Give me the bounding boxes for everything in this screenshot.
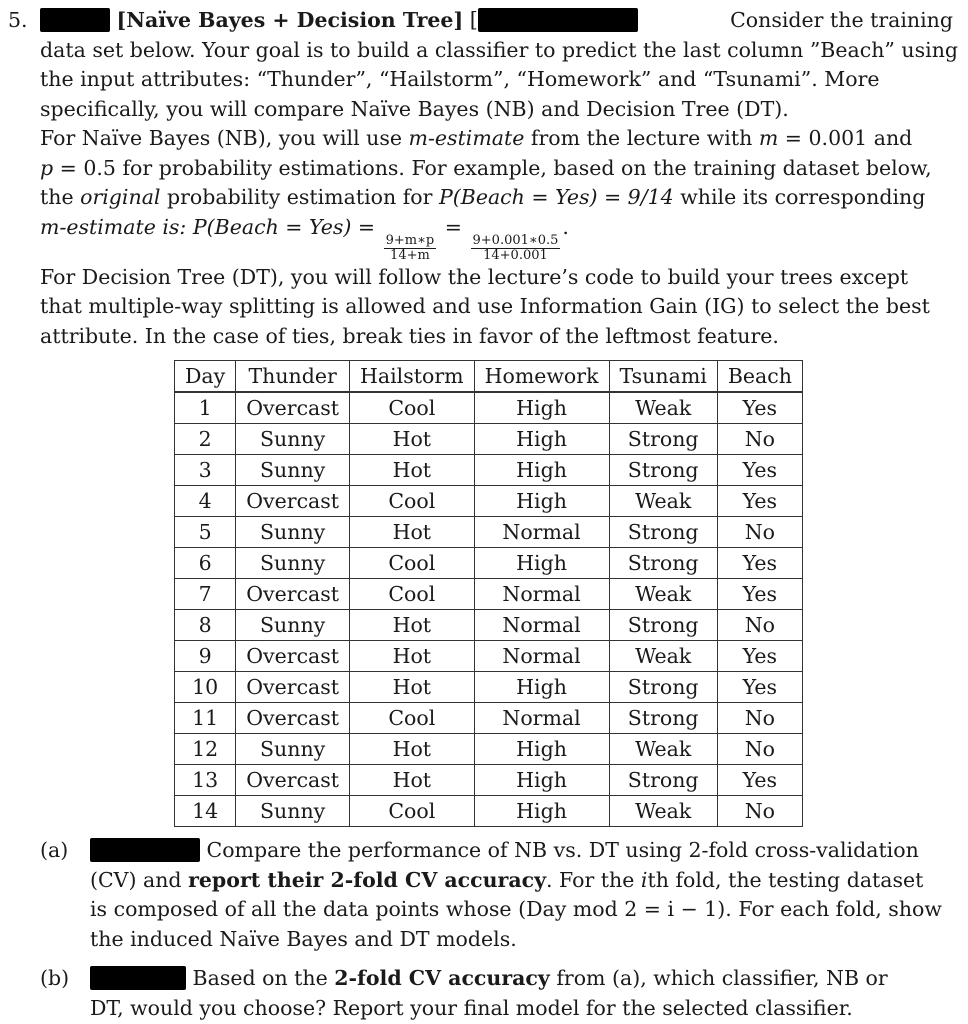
table-cell: High — [474, 455, 609, 486]
table-cell: Sunny — [236, 796, 350, 827]
table-cell: Strong — [609, 610, 717, 641]
table-cell: High — [474, 548, 609, 579]
table-cell: No — [717, 424, 802, 455]
table-cell: High — [474, 796, 609, 827]
table-cell: 10 — [175, 672, 236, 703]
table-cell: Cool — [350, 548, 475, 579]
table-cell: Cool — [350, 579, 475, 610]
problem-line-4: specifically, you will compare Naïve Bayes (NB) and Decision Tree (DT). — [40, 96, 789, 121]
table-cell: Hot — [350, 734, 475, 765]
table-cell: 12 — [175, 734, 236, 765]
table-cell: Overcast — [236, 765, 350, 796]
table-cell: 14 — [175, 796, 236, 827]
part-a-label: (a) — [40, 838, 69, 862]
table-cell: 2 — [175, 424, 236, 455]
redaction-bar — [90, 838, 200, 862]
table-cell: High — [474, 424, 609, 455]
column-header: Homework — [474, 361, 609, 393]
redaction-bar — [40, 8, 110, 32]
table-cell: Yes — [717, 392, 802, 424]
table-cell: Weak — [609, 796, 717, 827]
table-cell: High — [474, 672, 609, 703]
table-cell: Cool — [350, 486, 475, 517]
table-cell: Yes — [717, 579, 802, 610]
table-cell: Strong — [609, 548, 717, 579]
problem-title: [Naïve Bayes + Decision Tree] — [116, 8, 464, 32]
table-cell: Hot — [350, 424, 475, 455]
table-cell: 11 — [175, 703, 236, 734]
column-header: Thunder — [236, 361, 350, 393]
table-row — [175, 579, 803, 610]
table-row — [175, 765, 803, 796]
table-row — [175, 424, 803, 455]
problem-line-2: data set below. Your goal is to build a classifier to predict the last column ”Beach” using — [40, 37, 959, 62]
table-row — [175, 734, 803, 765]
problem-line-9: For Decision Tree (DT), you will follow the lecture’s code to build your trees except — [40, 264, 909, 289]
table-row — [175, 392, 803, 424]
sub-questions — [0, 836, 968, 1023]
table-cell: Hot — [350, 610, 475, 641]
problem-line-6: p = 0.5 for probability estimations. For example, based on the training dataset below, — [40, 155, 932, 180]
table-cell: No — [717, 796, 802, 827]
table-row — [175, 548, 803, 579]
problem-line-10: that multiple-way splitting is allowed and use Information Gain (IG) to select the best — [40, 294, 930, 318]
table-cell: Cool — [350, 796, 475, 827]
m-estimate-value-fraction: $\frac{9+0.001∗0.5}{14+0.001}$ — [472, 232, 559, 263]
problem-number: 5. — [8, 8, 28, 32]
table-cell: 8 — [175, 610, 236, 641]
column-header: Day — [175, 361, 236, 393]
table-cell: Normal — [474, 641, 609, 672]
table-cell: Hot — [350, 765, 475, 796]
table-row — [175, 455, 803, 486]
part-a — [40, 836, 948, 954]
table-cell: High — [474, 765, 609, 796]
table-cell: No — [717, 703, 802, 734]
table-cell: Strong — [609, 517, 717, 548]
table-cell: 13 — [175, 765, 236, 796]
part-a-line-2: (CV) and report their 2-fold CV accuracy. For the ith fold, the testing dataset — [90, 867, 924, 892]
part-a-line-4: the induced Naïve Bayes and DT models. — [90, 926, 517, 951]
redaction-bar — [90, 966, 186, 990]
table-header-row — [175, 361, 803, 393]
table-cell: Yes — [717, 455, 802, 486]
table-cell: Normal — [474, 517, 609, 548]
column-header: Beach — [717, 361, 802, 393]
part-b — [40, 964, 948, 1023]
table-cell: Weak — [609, 392, 717, 424]
table-cell: High — [474, 486, 609, 517]
table-cell: No — [717, 517, 802, 548]
table-cell: Hot — [350, 455, 475, 486]
table-row — [175, 486, 803, 517]
table-cell: 4 — [175, 486, 236, 517]
problem-line-5: For Naïve Bayes (NB), you will use m-estimate from the lecture with m = 0.001 and — [40, 126, 913, 150]
m-estimate-fraction: $\frac{9+m∗p}{14+m}$ — [385, 232, 435, 263]
table-cell: Sunny — [236, 424, 350, 455]
problem-statement — [8, 6, 959, 351]
part-a-line-1: Compare the performance of NB vs. DT using 2-fold cross-validation — [90, 836, 948, 866]
table-row — [175, 796, 803, 827]
table-cell: Cool — [350, 703, 475, 734]
column-header: Hailstorm — [350, 361, 475, 393]
table-row — [175, 703, 803, 734]
table-cell: Weak — [609, 734, 717, 765]
problem-line-7: the original probability estimation for P(Beach = Yes) = 9/14 while its corresponding — [40, 185, 926, 209]
table-cell: Overcast — [236, 392, 350, 424]
table-cell: 5 — [175, 517, 236, 548]
table-cell: 7 — [175, 579, 236, 610]
problem-line-3: the input attributes: “Thunder”, “Hailstorm”, “Homework” and “Tsunami”. More — [40, 67, 880, 91]
table-cell: Strong — [609, 455, 717, 486]
training-data-table — [174, 360, 803, 827]
table-cell: Overcast — [236, 672, 350, 703]
table-row — [175, 672, 803, 703]
table-cell: Strong — [609, 672, 717, 703]
table-cell: Strong — [609, 703, 717, 734]
problem-line-8: m-estimate is: P(Beach = Yes) = $\frac{9+m∗p}{14+m}$ = $\frac{9+0.001∗0.5}{14+0.001}$ . — [40, 214, 569, 263]
table-row — [175, 641, 803, 672]
redaction-bar — [478, 8, 638, 32]
table-row — [175, 610, 803, 641]
table-cell: 3 — [175, 455, 236, 486]
table-cell: Cool — [350, 392, 475, 424]
table-body — [175, 392, 803, 827]
table-cell: Overcast — [236, 486, 350, 517]
table-cell: 9 — [175, 641, 236, 672]
table-cell: High — [474, 734, 609, 765]
table-cell: Yes — [717, 672, 802, 703]
problem-line-11: attribute. In the case of ties, break ties in favor of the leftmost feature. — [40, 323, 779, 348]
table-cell: 6 — [175, 548, 236, 579]
table-cell: Sunny — [236, 548, 350, 579]
table-cell: Yes — [717, 765, 802, 796]
table-cell: Weak — [609, 486, 717, 517]
table-cell: Weak — [609, 641, 717, 672]
table-cell: No — [717, 734, 802, 765]
table-cell: Overcast — [236, 641, 350, 672]
part-b-label: (b) — [40, 966, 70, 990]
table-cell: Sunny — [236, 455, 350, 486]
problem-body — [40, 6, 959, 351]
table-cell: 1 — [175, 392, 236, 424]
table-cell: Overcast — [236, 579, 350, 610]
table-cell: Normal — [474, 703, 609, 734]
column-header: Tsunami — [609, 361, 717, 393]
table-cell: High — [474, 392, 609, 424]
part-b-line-1: Based on the 2-fold CV accuracy from (a), which classifier, NB or — [90, 964, 948, 994]
table-cell: Normal — [474, 579, 609, 610]
table-cell: Sunny — [236, 517, 350, 548]
table-cell: Weak — [609, 579, 717, 610]
table-cell: Yes — [717, 548, 802, 579]
table-row — [175, 517, 803, 548]
part-a-line-3: is composed of all the data points whose (Day mod 2 = i − 1). For each fold, show — [90, 897, 942, 921]
table-cell: Sunny — [236, 610, 350, 641]
part-b-line-2: DT, would you choose? Report your final model for the selected classifier. — [90, 995, 853, 1020]
table-cell: Sunny — [236, 734, 350, 765]
table-cell: Hot — [350, 517, 475, 548]
table-cell: Hot — [350, 641, 475, 672]
table-cell: Strong — [609, 765, 717, 796]
table-cell: Yes — [717, 486, 802, 517]
problem-line-1: [Naïve Bayes + Decision Tree] [ Consider the training — [40, 6, 953, 36]
table-cell: Strong — [609, 424, 717, 455]
table-cell: Hot — [350, 672, 475, 703]
table-cell: No — [717, 610, 802, 641]
table-cell: Overcast — [236, 703, 350, 734]
table-cell: Normal — [474, 610, 609, 641]
table-cell: Yes — [717, 641, 802, 672]
